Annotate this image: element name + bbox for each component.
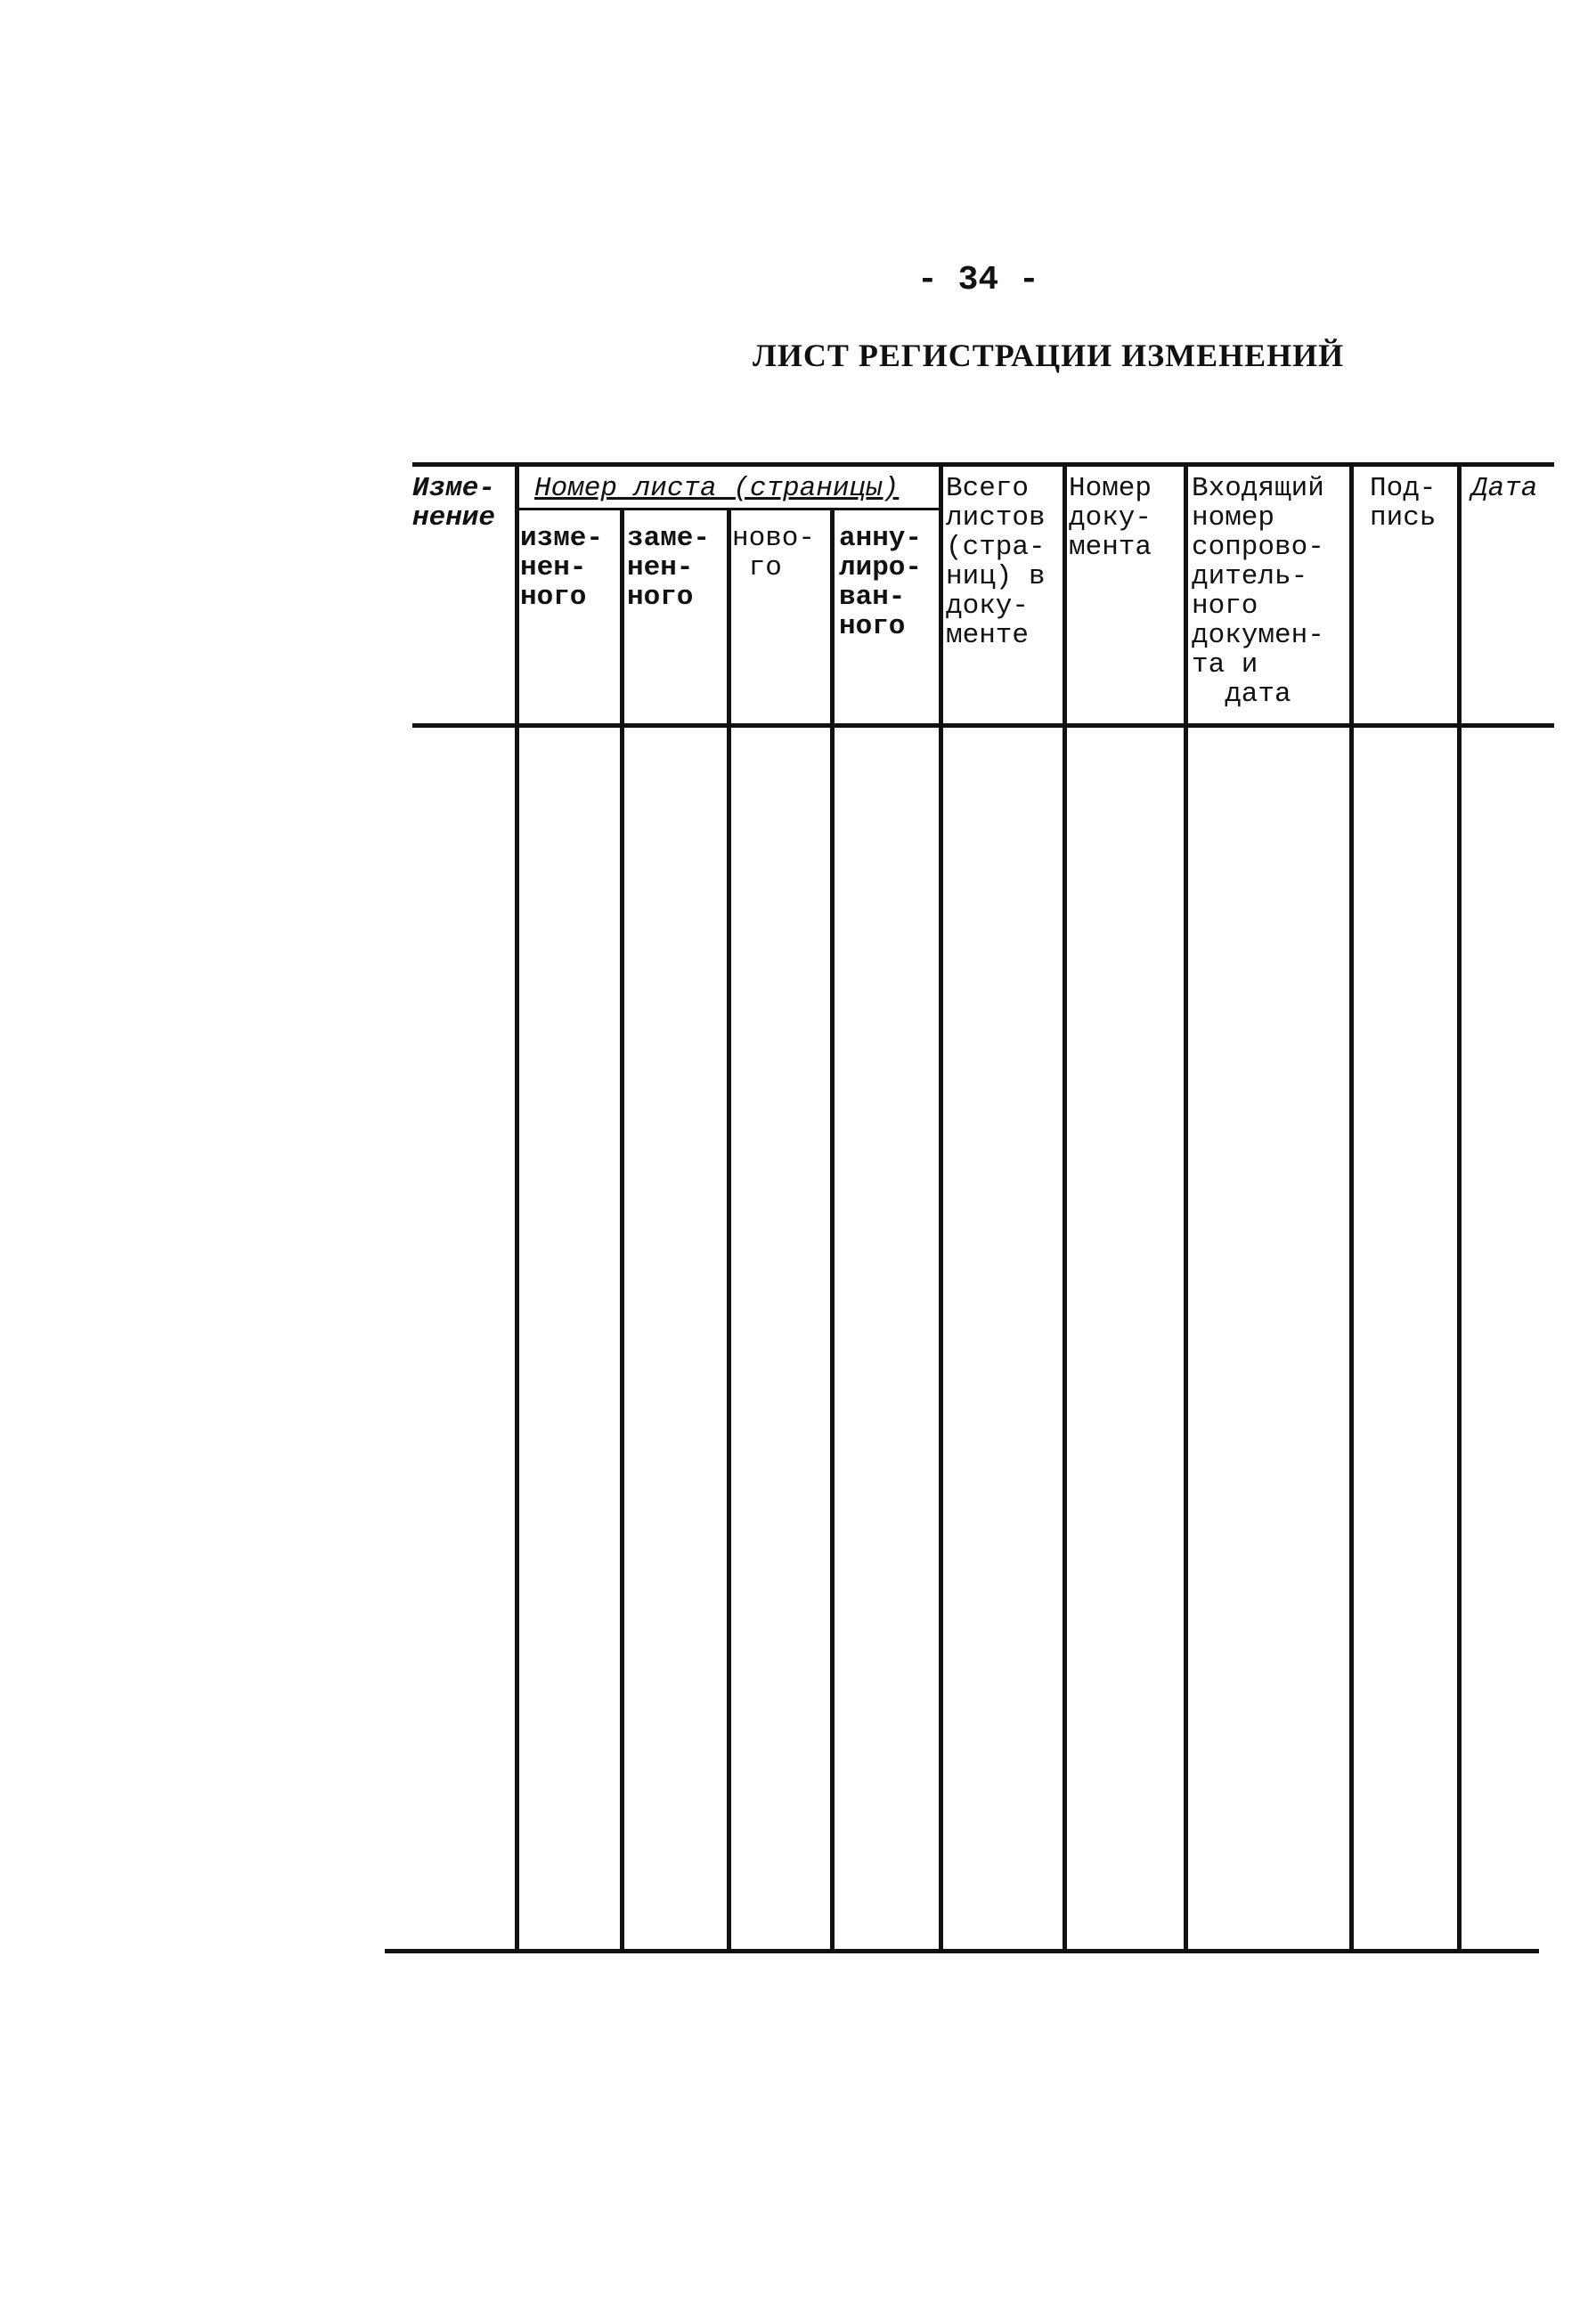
column-divider [1349,465,1354,1951]
header-change: Изме- нение [412,473,496,534]
header-doc-number: Номер доку- мента [1069,473,1152,563]
page-number: - 34 - [917,261,1039,299]
header-new: ново- го [732,523,816,583]
header-total-sheets: Всего листов (стра- ниц) в доку- менте [946,473,1046,651]
header-sheet-number-group: Номер листа (страницы) [534,473,900,504]
column-divider [939,465,943,1951]
column-divider [1184,465,1188,1951]
column-divider [620,509,624,1951]
header-replaced: заме- нен- ного [627,523,711,613]
header-changed: изме- нен- ного [520,523,604,613]
column-divider [830,509,835,1951]
column-divider [727,509,731,1951]
column-divider [1457,465,1462,1951]
column-divider [515,465,519,1951]
table-bottom-border [385,1949,1539,1953]
header-annulled: анну- лиро- ван- ного [839,523,923,642]
table-top-border [412,462,1554,467]
column-divider [1063,465,1067,1951]
header-date: Дата [1471,473,1538,504]
page-title: ЛИСТ РЕГИСТРАЦИИ ИЗМЕНЕНИЙ [753,338,1345,373]
header-incoming-number: Входящий номер сопрово- дитель- ного докумен- та и дата [1192,473,1324,710]
header-signature: Под- пись [1370,473,1437,534]
header-bottom-border [412,723,1554,728]
